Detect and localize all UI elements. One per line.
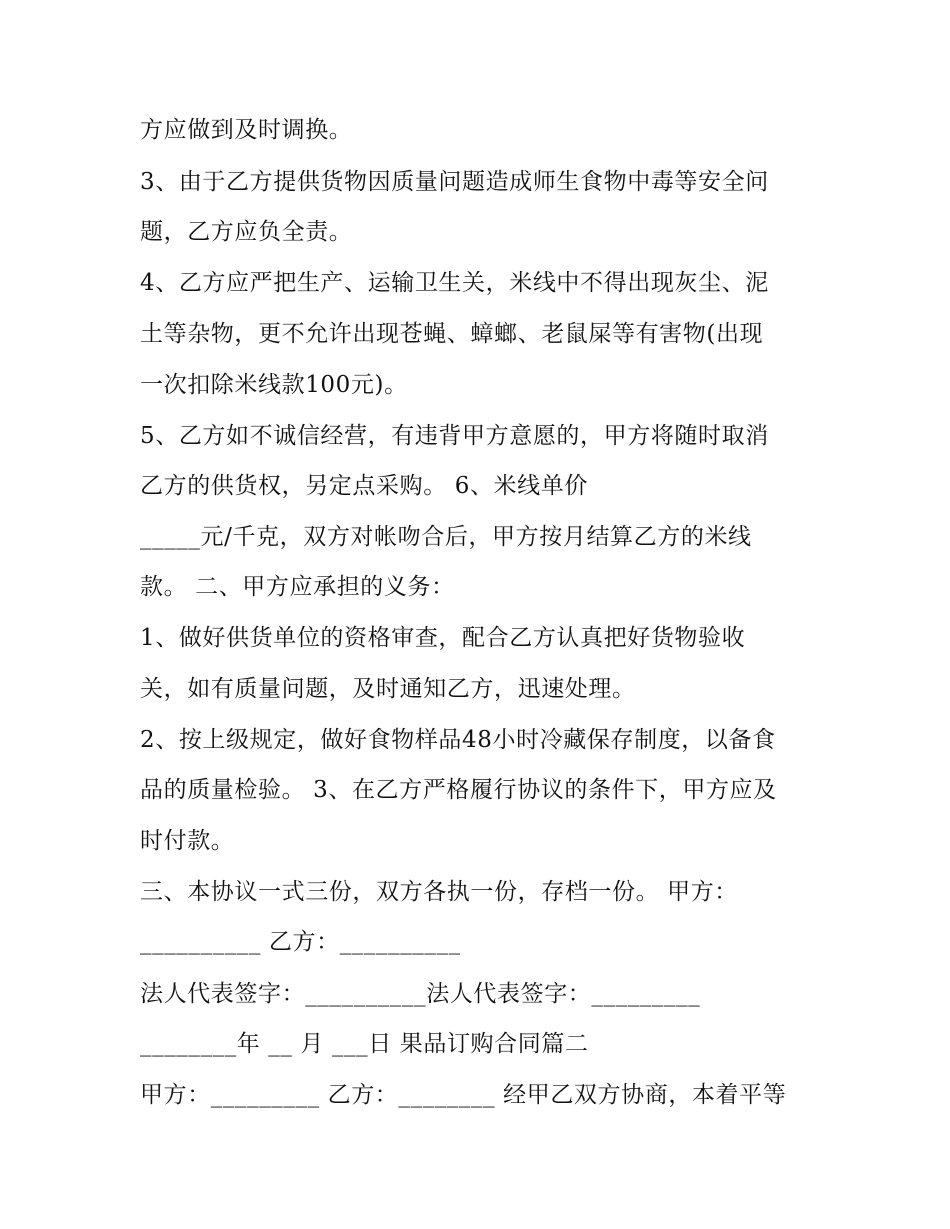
text-line: 乙方的供货权，另定点采购。 6、米线单价 (140, 473, 588, 499)
text-line: 方应做到及时调换。 (140, 117, 353, 143)
text-line: 4、乙方应严把生产、运输卫生关，米线中不得出现灰尘、泥 (140, 270, 769, 296)
text-line: 关，如有质量问题，及时通知乙方，迅速处理。 (140, 676, 636, 702)
text-line: 一次扣除米线款100元)。 (140, 372, 408, 398)
text-line: ________年 __ 月 ___日 果品订购合同篇二 (140, 1031, 589, 1057)
text-line: __________ 乙方：__________ (140, 929, 461, 955)
text-line: 2、按上级规定，做好食物样品48小时冷藏保存制度，以备食 (140, 727, 776, 753)
text-line: 甲方：_________ 乙方：________ 经甲乙双方协商，本着平等 (140, 1082, 787, 1108)
text-line: 题，乙方应负全责。 (140, 219, 353, 245)
text-line: 土等杂物，更不允许出现苍蝇、蟑螂、老鼠屎等有害物(出现 (140, 321, 764, 347)
text-line: 三、本协议一式三份，双方各执一份，存档一份。 甲方： (140, 879, 738, 905)
text-line: 5、乙方如不诚信经营，有违背甲方意愿的，甲方将随时取消 (140, 423, 769, 449)
text-line: 法人代表签字：__________法人代表签字：_________ (140, 981, 701, 1007)
text-line: 款。 二、甲方应承担的义务： (140, 574, 455, 600)
text-line: 1、做好供货单位的资格审查，配合乙方认真把好货物验收 (140, 625, 746, 651)
text-line: 时付款。 (140, 828, 235, 854)
text-line: 3、由于乙方提供货物因质量问题造成师生食物中毒等安全问 (140, 169, 769, 195)
text-line: 品的质量检验。 3、在乙方严格履行协议的条件下，甲方应及 (140, 777, 777, 803)
text-line: _____元/千克，双方对帐吻合后，甲方按月结算乙方的米线 (140, 524, 752, 550)
